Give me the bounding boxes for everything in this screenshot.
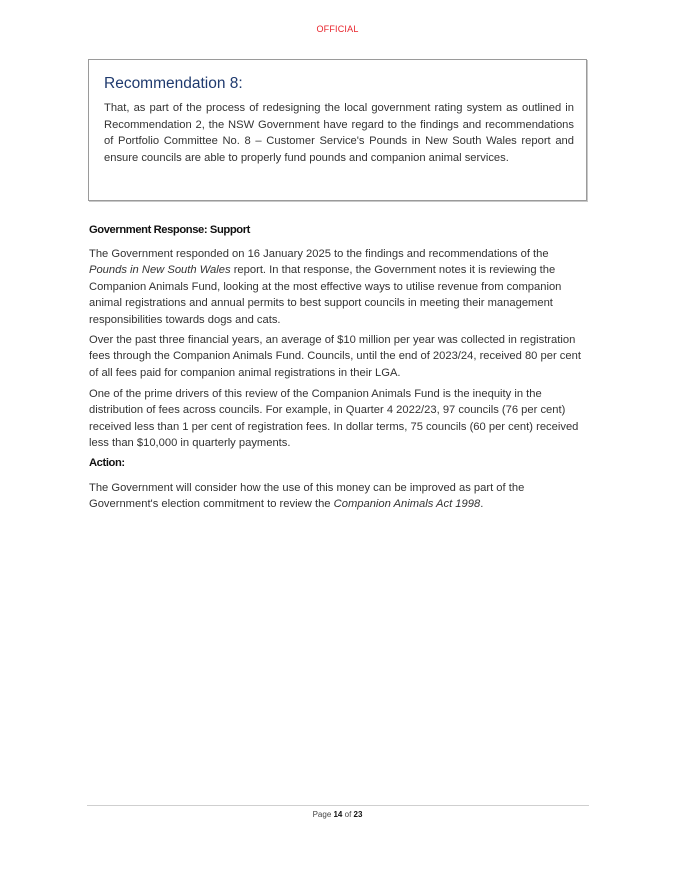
response-paragraph-1	[89, 246, 589, 328]
page-number	[0, 810, 675, 819]
recommendation-body: That, as part of the process of redesigning the local government rating system as outlined in Recommendation 2, the NSW Government have regard to the findings and recommendations of Portfolio Committee No. 8 – Customer Service's Pounds in New South Wales report and ensure councils are able to properly fund pounds and companion animal services.	[104, 102, 574, 164]
response-paragraph-2	[89, 332, 589, 381]
response-para3-text: One of the prime drivers of this review of the Companion Animals Fund is the inequity in the distribution of fees across councils. For example, in Quarter 4 2022/23, 97 councils (76 per cent) received less than 1 per cent of registration fees. In dollar terms, 75 councils (60 per cent) received less than $10,000 in quarterly payments.	[89, 388, 579, 450]
footer-divider	[87, 805, 589, 806]
response-para1-text: The Government responded on 16 January 2025 to the findings and recommendations of the	[89, 248, 549, 260]
response-paragraph-3	[89, 386, 589, 452]
security-classification-label: OFFICIAL	[316, 24, 359, 34]
response-para2-text: Over the past three financial years, an average of $10 million per year was collected in registration fees through the Companion Animals Fund. Councils, until the end of 2023/24, received 80 per cent of all fees paid for companion animal registrations in their LGA.	[89, 334, 581, 379]
report-title-italic: Pounds in New South Wales	[89, 264, 231, 277]
action-section	[89, 457, 589, 469]
page-current: 14	[333, 810, 343, 819]
act-title-italic: Companion Animals Act 1998	[333, 498, 481, 511]
page-prefix: Page	[312, 810, 334, 819]
response-para1-text-cont: report. In that response, the Government notes it is reviewing the Companion Animals Fund, looking at the most effective ways to utilise revenue from companion animal registrations and annual permits to best support councils in meeting their management responsibilities towards dogs and cats.	[89, 264, 562, 326]
action-paragraph	[89, 480, 589, 513]
government-response-heading: Government Response: Support	[89, 224, 250, 236]
action-heading: Action:	[89, 457, 125, 469]
recommendation-box	[88, 59, 587, 201]
recommendation-title: Recommendation 8:	[104, 75, 243, 92]
action-para-text: The Government will consider how the use of this money can be improved as part of the Government's election commitment to review the	[89, 482, 525, 511]
government-response-section	[89, 224, 589, 236]
page-total: 23	[353, 810, 363, 819]
action-para-end: .	[480, 498, 484, 511]
page-of: of	[342, 810, 354, 819]
